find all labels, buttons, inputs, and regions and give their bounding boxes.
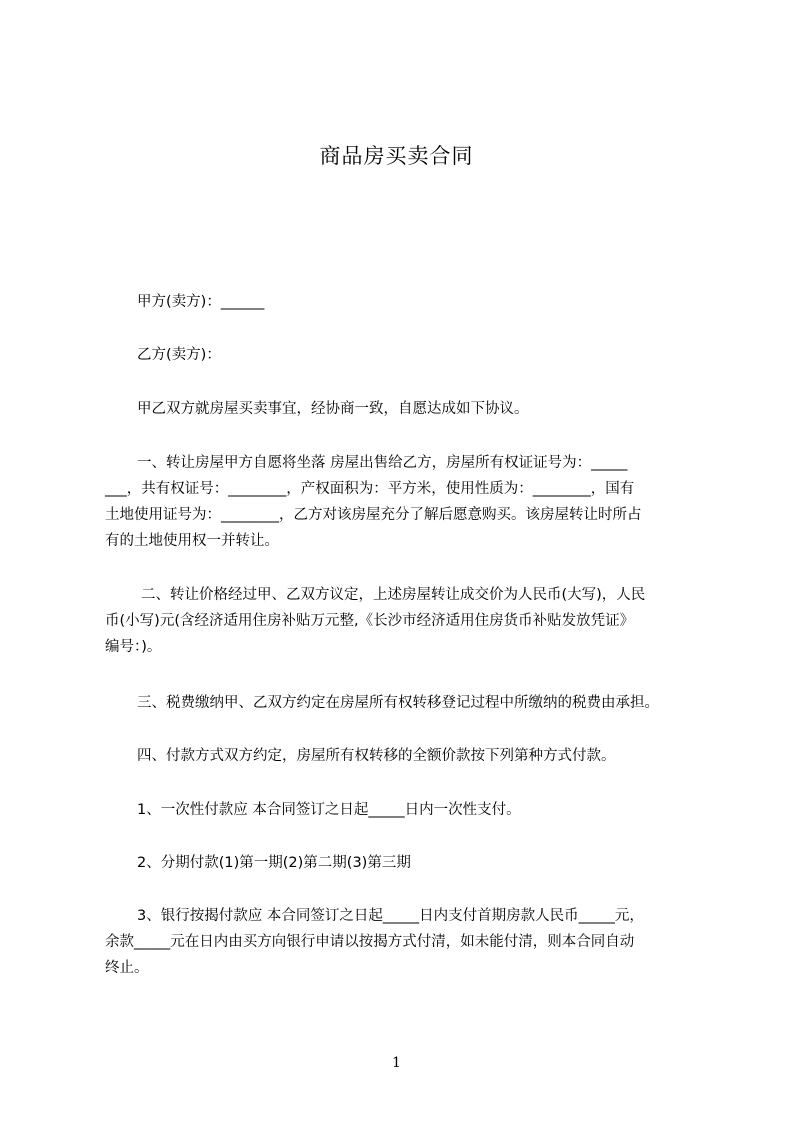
payment-1-paragraph (105, 797, 705, 823)
clause-2-line: 编号：)。 (105, 639, 162, 655)
payment-3-paragraph (105, 903, 705, 981)
clause-2-line: 币(小写)元(含经济适用住房补贴万元整,《长沙市经济适用住房货币补贴发放凭证》 (105, 613, 635, 629)
clause-2-line: 二、转让价格经过甲、乙双方议定，上述房屋转让成交价为人民币(大写)，人民 (141, 587, 646, 603)
page-number: 1 (392, 1055, 401, 1071)
clause-1-line: 有的土地使用权一并转让。 (105, 533, 279, 549)
clause-1-paragraph (105, 450, 705, 554)
document-title: 商品房买卖合同 (319, 144, 474, 168)
clause-1-line: 一、转让房屋甲方自愿将坐落 房屋出售给乙方，房屋所有权证证号为：_____ (137, 455, 628, 471)
clause-1-line: 土地使用证号为：________，乙方对该房屋充分了解后愿意购买。该房屋转让时所占 (105, 507, 642, 523)
party-a-text: 甲方(卖方)：______ (137, 294, 265, 310)
clause-3-text: 三、税费缴纳甲、乙双方约定在房屋所有权转移登记过程中所缴纳的税费由承担。 (137, 695, 659, 711)
party-b-line (105, 342, 705, 368)
clause-3-paragraph (105, 690, 705, 716)
payment-3-line: 余款_____元在日内由买方向银行申请以按揭方式付清，如未能付清，则本合同自动 (105, 934, 635, 950)
payment-3-line: 3、银行按揭付款应 本合同签订之日起_____日内支付首期房款人民币_____元， (137, 908, 644, 924)
clause-4-paragraph (105, 743, 705, 769)
payment-3-line: 终止。 (105, 960, 149, 976)
clause-1-line: ___，共有权证号：________，产权面积为：平方米，使用性质为：________，国有 (105, 481, 635, 497)
clause-4-text: 四、付款方式双方约定，房屋所有权转移的全额价款按下列第种方式付款。 (137, 748, 616, 764)
payment-2-text: 2、分期付款(1)第一期(2)第二期(3)第三期 (137, 855, 411, 871)
clause-2-paragraph (105, 582, 705, 660)
party-a-line (105, 289, 705, 315)
party-b-text: 乙方(卖方)： (137, 347, 221, 363)
payment-1-text: 1、一次性付款应 本合同签订之日起_____日内一次性支付。 (137, 802, 521, 818)
intro-paragraph (105, 396, 705, 422)
intro-text: 甲乙双方就房屋买卖事宜，经协商一致，自愿达成如下协议。 (137, 401, 529, 417)
payment-2-paragraph (105, 850, 705, 876)
